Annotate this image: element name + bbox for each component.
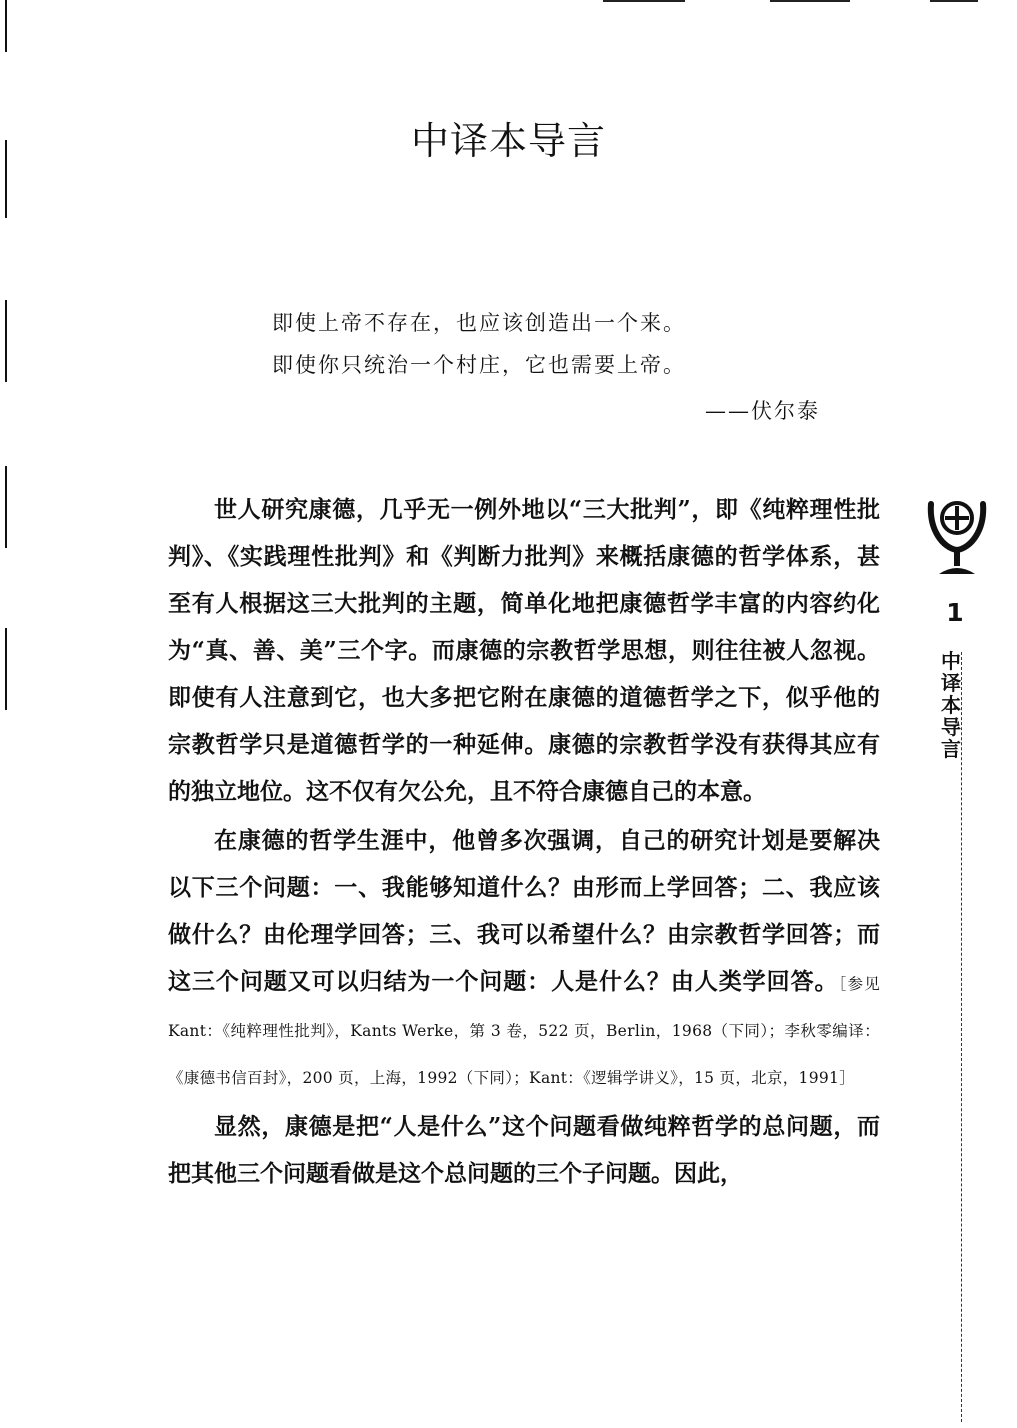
scan-top-rule — [930, 0, 978, 2]
chapter-title: 中译本导言 — [410, 119, 606, 163]
paragraph: 显然，康德是把“人是什么”这个问题看做纯粹哲学的总问题，而把其他三个问题看做是这个总问题的三个子问题。因此， — [168, 1113, 880, 1187]
globe-chalice-icon — [925, 488, 989, 580]
epigraph-attribution: ——伏尔泰 — [705, 399, 820, 423]
page-number: 1 — [946, 598, 964, 627]
paragraph-text: 在康德的哲学生涯中，他曾多次强调，自己的研究计划是要解决以下三个问题：一、我能够知道什么？由形而上学回答；二、我应该做什么？由伦理学回答；三、我可以希望什么？由宗教哲学回答；而这三个问题又可以归结为一个问题：人是什么？由人类学回答。 — [168, 827, 880, 995]
scan-edge-mark — [5, 628, 7, 710]
scan-top-rule — [770, 0, 850, 2]
paragraph: 世人研究康德，几乎无一例外地以“三大批判”，即《纯粹理性批判》、《实践理性批判》和《判断力批判》来概括康德的哲学体系，甚至有人根据这三大批判的主题，简单化地把康德哲学丰富的内容约化为“真、善、美”三个字。而康德的宗教哲学思想，则往往被人忽视。即使有人注意到它，也大多把它附在康德的道德哲学之下，似乎他的宗教哲学只是道德哲学的一种延伸。康德的宗教哲学没有获得其应有的独立地位。这不仅有欠公允，且不符合康德自己的本意。 — [168, 496, 880, 805]
scan-top-rule — [603, 0, 685, 2]
body-text — [168, 486, 880, 1197]
scan-edge-mark — [5, 0, 7, 52]
section-tab: 中译本导言 — [941, 649, 961, 761]
paragraph — [168, 817, 880, 1099]
scan-edge-mark — [5, 300, 7, 382]
scan-edge-mark — [5, 466, 7, 548]
margin-divider — [961, 652, 962, 1422]
epigraph-line: 即使你只统治一个村庄，它也需要上帝。 — [272, 353, 686, 377]
epigraph-line: 即使上帝不存在，也应该创造出一个来。 — [272, 311, 686, 335]
epigraph — [272, 302, 832, 432]
citation-note: ［参见 Kant：《纯粹理性批判》，Kants Werke，第 3 卷，522 页，Berlin，1968（下同）；李秋零编译：《康德书信百封》，200 页，上海，1992（下同）；Kant：《逻辑学讲义》，15 页，北京，1991］ — [168, 975, 881, 1087]
